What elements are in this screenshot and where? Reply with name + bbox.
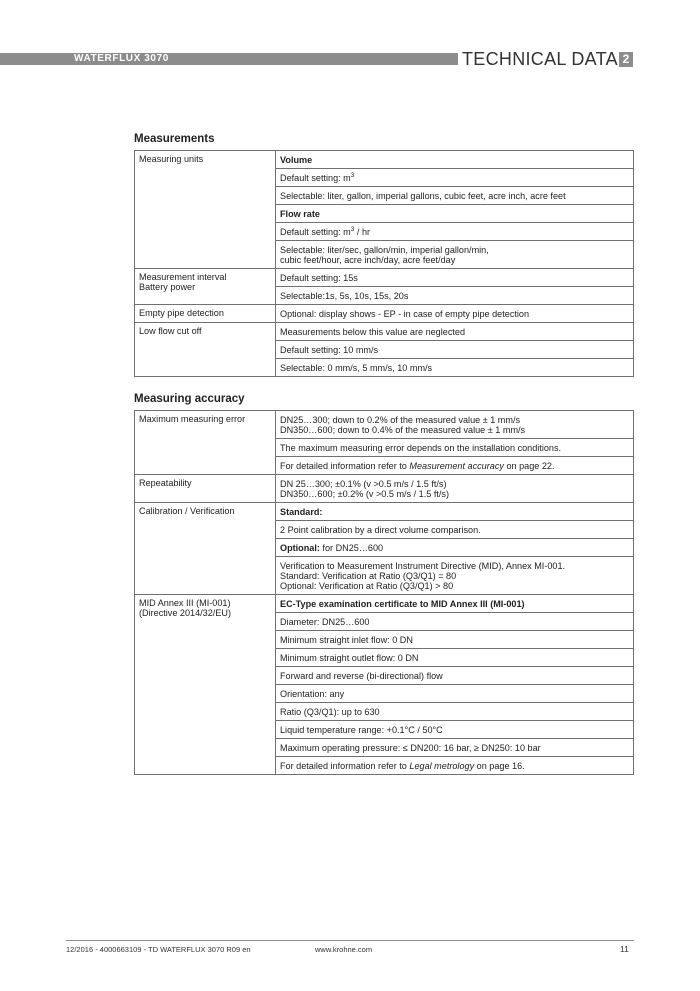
footer-document-id: 12/2016 - 4000663109 - TD WATERFLUX 3070 R09 en bbox=[66, 945, 251, 954]
volume-heading: Volume bbox=[276, 151, 634, 169]
measurements-table bbox=[134, 150, 634, 377]
flow-rate-selectable: Selectable: liter/sec, gallon/min, imperial gallon/min, cubic feet/hour, acre inch/day, acre feet/day bbox=[276, 241, 634, 269]
table-row bbox=[135, 475, 634, 503]
mid-direction: Forward and reverse (bi-directional) flow bbox=[276, 667, 634, 685]
mid-reference: For detailed information refer to Legal metrology on page 16. bbox=[276, 757, 634, 775]
table-row bbox=[135, 305, 634, 323]
max-error-reference: For detailed information refer to Measurement accuracy on page 22. bbox=[276, 457, 634, 475]
header-section-title: TECHNICAL DATA bbox=[462, 49, 618, 69]
header-bar bbox=[0, 53, 458, 65]
interval-selectable: Selectable:1s, 5s, 10s, 15s, 20s bbox=[276, 287, 634, 305]
table-row bbox=[135, 323, 634, 341]
mid-diameter: Diameter: DN25…600 bbox=[276, 613, 634, 631]
table-row bbox=[135, 411, 634, 439]
low-flow-label: Low flow cut off bbox=[135, 323, 276, 377]
empty-pipe-value: Optional: display shows - EP - in case of empty pipe detection bbox=[276, 305, 634, 323]
mid-inlet: Minimum straight inlet flow: 0 DN bbox=[276, 631, 634, 649]
measurements-title: Measurements bbox=[134, 133, 215, 145]
mid-ratio: Ratio (Q3/Q1): up to 630 bbox=[276, 703, 634, 721]
measuring-units-label: Measuring units bbox=[135, 151, 276, 269]
header-chapter-number: 2 bbox=[619, 52, 633, 67]
measurement-accuracy-link: Measurement accuracy bbox=[409, 461, 504, 471]
empty-pipe-label: Empty pipe detection bbox=[135, 305, 276, 323]
header-product-name: WATERFLUX 3070 bbox=[74, 53, 169, 64]
table-row bbox=[135, 269, 634, 287]
flow-rate-default: Default setting: $m^3$ / hr bbox=[276, 223, 634, 241]
footer-page-number: 11 bbox=[620, 944, 629, 954]
mid-temperature: Liquid temperature range: +0.1°C / 50°C bbox=[276, 721, 634, 739]
low-flow-neglect: Measurements below this value are neglected bbox=[276, 323, 634, 341]
mid-outlet: Minimum straight outlet flow: 0 DN bbox=[276, 649, 634, 667]
low-flow-default: Default setting: 10 mm/s bbox=[276, 341, 634, 359]
legal-metrology-link: Legal metrology bbox=[409, 761, 475, 771]
mid-orientation: Orientation: any bbox=[276, 685, 634, 703]
calibration-standard-heading: Standard: bbox=[276, 503, 634, 521]
max-error-value: DN25…300; down to 0.2% of the measured value ± 1 mm/s DN350…600; down to 0.4% of the measured value ± 1 mm/s bbox=[276, 411, 634, 439]
volume-selectable: Selectable: liter, gallon, imperial gallons, cubic feet, acre inch, acre feet bbox=[276, 187, 634, 205]
flow-rate-heading: Flow rate bbox=[276, 205, 634, 223]
interval-default: Default setting: 15s bbox=[276, 269, 634, 287]
footer-website: www.krohne.com bbox=[315, 945, 373, 954]
low-flow-selectable: Selectable: 0 mm/s, 5 mm/s, 10 mm/s bbox=[276, 359, 634, 377]
volume-default: Default setting: $m^3$ bbox=[276, 169, 634, 187]
repeatability-label: Repeatability bbox=[135, 475, 276, 503]
calibration-standard-value: 2 Point calibration by a direct volume comparison. bbox=[276, 521, 634, 539]
accuracy-table bbox=[134, 410, 634, 775]
table-row bbox=[135, 503, 634, 521]
calibration-optional-heading: Optional: for DN25…600 bbox=[276, 539, 634, 557]
mid-annex-label: MID Annex III (MI-001) (Directive 2014/32/EU) bbox=[135, 595, 276, 775]
mid-certificate-heading: EC-Type examination certificate to MID Annex III (MI-001) bbox=[276, 595, 634, 613]
repeatability-value: DN 25…300; ±0.1% (v >0.5 m/s / 1.5 ft/s) DN350…600; ±0.2% (v >0.5 m/s / 1.5 ft/s) bbox=[276, 475, 634, 503]
footer-divider bbox=[66, 940, 634, 941]
calibration-label: Calibration / Verification bbox=[135, 503, 276, 595]
max-error-note: The maximum measuring error depends on the installation conditions. bbox=[276, 439, 634, 457]
accuracy-title: Measuring accuracy bbox=[134, 393, 245, 405]
measurement-interval-label: Measurement interval Battery power bbox=[135, 269, 276, 305]
calibration-optional-value: Verification to Measurement Instrument Directive (MID), Annex MI-001. Standard: Verification at Ratio (Q3/Q1) = 80 Optional: Verification at Ratio (Q3/Q1) > 80 bbox=[276, 557, 634, 595]
mid-pressure: Maximum operating pressure: ≤ DN200: 16 bar, ≥ DN250: 10 bar bbox=[276, 739, 634, 757]
max-error-label: Maximum measuring error bbox=[135, 411, 276, 475]
table-row bbox=[135, 595, 634, 613]
table-row bbox=[135, 151, 634, 169]
